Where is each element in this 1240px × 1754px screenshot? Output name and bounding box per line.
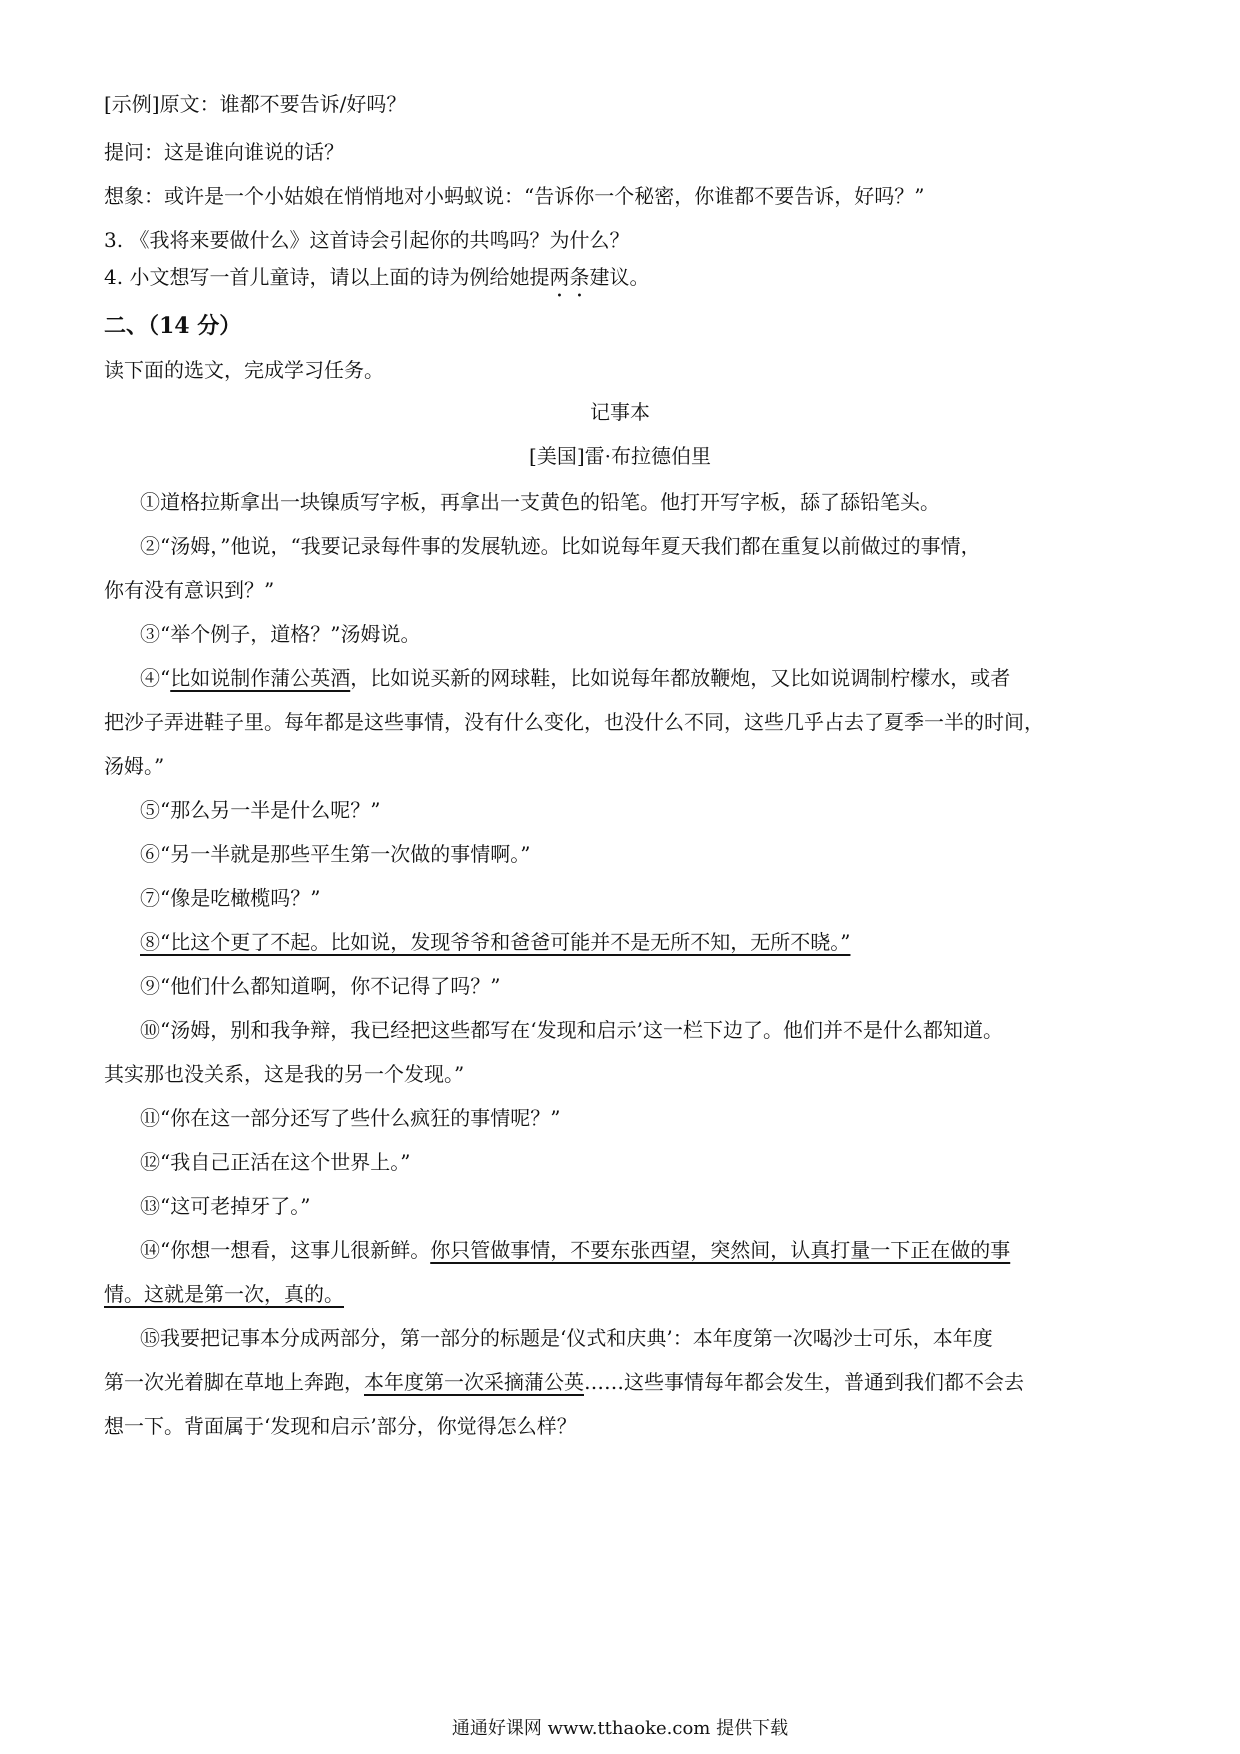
page-footer — [0, 1714, 1240, 1740]
paragraph-15-text: 想一下。背面属于‘发现和启示’部分，你觉得怎么样？ — [104, 1414, 577, 1438]
paragraph-13-text: ⑬“这可老掉牙了。” — [140, 1194, 311, 1218]
paragraph-12 — [140, 1148, 410, 1176]
paragraph-4-line-1 — [140, 664, 1010, 692]
question-4-prefix: 4. 小文想写一首儿童诗，请以上面的诗为例给她提 — [104, 265, 550, 289]
example-text: [示例]原文：谁都不要告诉/好吗？ — [104, 92, 407, 116]
paragraph-13 — [140, 1192, 310, 1220]
paragraph-5 — [140, 796, 380, 824]
paragraph-10-text: 其实那也没关系，这是我的另一个发现。” — [104, 1062, 465, 1086]
paragraph-10-line-1 — [140, 1016, 1003, 1044]
paragraph-1-text: ①道格拉斯拿出一块镍质写字板，再拿出一支黄色的铅笔。他打开写字板，舔了舔铅笔头。 — [140, 490, 940, 514]
underlined-sentence: 你只管做事情，不要东张西望，突然间，认真打量一下正在做的事 — [430, 1238, 1011, 1262]
paragraph-10-text: ⑩“汤姆，别和我争辩，我已经把这些都写在‘发现和启示’这一栏下边了。他们并不是什么都知道。 — [140, 1018, 1003, 1042]
paragraph-2-text: 你有没有意识到？” — [104, 578, 275, 602]
paragraph-5-text: ⑤“那么另一半是什么呢？” — [140, 798, 381, 822]
paragraph-4-open: ④“ — [140, 666, 171, 690]
paragraph-6-text: ⑥“另一半就是那些平生第一次做的事情啊。” — [140, 842, 531, 866]
footer-text: 通通好课网 www.tthaoke.com 提供下载 — [451, 1718, 789, 1739]
question-4 — [104, 263, 649, 291]
emphasis-char: 两 — [549, 265, 570, 289]
paragraph-4-line-2 — [104, 708, 1044, 736]
question-text: 提问：这是谁向谁说的话？ — [104, 140, 344, 164]
section-heading-text: 二、（14 分） — [104, 313, 242, 339]
paragraph-15-text: 第一次光着脚在草地上奔跑， — [104, 1370, 364, 1394]
paragraph-2-line-1 — [140, 532, 981, 560]
paragraph-14-line-2 — [104, 1280, 344, 1308]
paragraph-14-text: ⑭“你想一想看，这事儿很新鲜。 — [140, 1238, 431, 1262]
underlined-phrase: 本年度第一次采摘蒲公英 — [364, 1370, 584, 1394]
imagine-line — [104, 182, 924, 210]
paragraph-14-line-1 — [140, 1236, 1010, 1264]
emphasis-char: 条 — [569, 265, 590, 289]
section-heading — [104, 312, 241, 340]
paragraph-15-line-3 — [104, 1412, 577, 1440]
paragraph-11 — [140, 1104, 560, 1132]
paragraph-8 — [140, 928, 850, 956]
paragraph-2-line-2 — [104, 576, 274, 604]
instruction-line — [104, 356, 384, 384]
paragraph-4-line-3 — [104, 752, 164, 780]
underlined-phrase: 比如说制作蒲公英酒 — [170, 666, 351, 690]
paragraph-9-text: ⑨“他们什么都知道啊，你不记得了吗？” — [140, 974, 501, 998]
imagine-text: 想象：或许是一个小姑娘在悄悄地对小蚂蚁说：“告诉你一个秘密，你谁都不要告诉，好吗？” — [104, 184, 925, 208]
instruction-text: 读下面的选文，完成学习任务。 — [104, 358, 384, 382]
article-title — [0, 398, 1240, 426]
paragraph-6 — [140, 840, 530, 868]
example-line — [104, 90, 406, 118]
paragraph-9 — [140, 972, 500, 1000]
paragraph-12-text: ⑫“我自己正活在这个世界上。” — [140, 1150, 411, 1174]
paragraph-15-text: ⑮我要把记事本分成两部分，第一部分的标题是‘仪式和庆典’：本年度第一次喝沙士可乐，本年度 — [140, 1326, 993, 1350]
paragraph-3-text: ③“举个例子，道格？”汤姆说。 — [140, 622, 421, 646]
paragraph-2-text: ②“汤姆，”他说，“我要记录每件事的发展轨迹。比如说每年夏天我们都在重复以前做过的事情， — [140, 534, 981, 558]
question-3 — [104, 226, 629, 254]
paragraph-7 — [140, 884, 320, 912]
question-3-text: 3. 《我将来要做什么》这首诗会引起你的共鸣吗？为什么？ — [104, 228, 630, 252]
paragraph-10-line-2 — [104, 1060, 464, 1088]
paragraph-15-line-1 — [140, 1324, 993, 1352]
underlined-sentence: 情。这就是第一次，真的。 — [104, 1282, 344, 1306]
article-author — [0, 442, 1240, 470]
underlined-sentence: ⑧“比这个更了不起。比如说，发现爷爷和爸爸可能并不是无所不知，无所不晓。” — [140, 930, 851, 954]
paragraph-1 — [140, 488, 940, 516]
paragraph-4-text: ，比如说买新的网球鞋，比如说每年都放鞭炮，又比如说调制柠檬水，或者 — [350, 666, 1011, 690]
paragraph-4-text: 汤姆。” — [104, 754, 165, 778]
paragraph-7-text: ⑦“像是吃橄榄吗？” — [140, 886, 321, 910]
article-author-text: [美国]雷·布拉德伯里 — [529, 444, 711, 468]
paragraph-11-text: ⑪“你在这一部分还写了些什么疯狂的事情呢？” — [140, 1106, 561, 1130]
paragraph-3 — [140, 620, 420, 648]
paragraph-4-text: 把沙子弄进鞋子里。每年都是这些事情，没有什么变化，也没什么不同，这些几乎占去了夏季一半的时间， — [104, 710, 1044, 734]
question-4-suffix: 建议。 — [589, 265, 650, 289]
paragraph-15-line-2 — [104, 1368, 1024, 1396]
article-title-text: 记事本 — [590, 400, 650, 424]
question-line — [104, 138, 344, 166]
paragraph-15-text: ……这些事情每年都会发生，普通到我们都不会去 — [584, 1370, 1024, 1394]
